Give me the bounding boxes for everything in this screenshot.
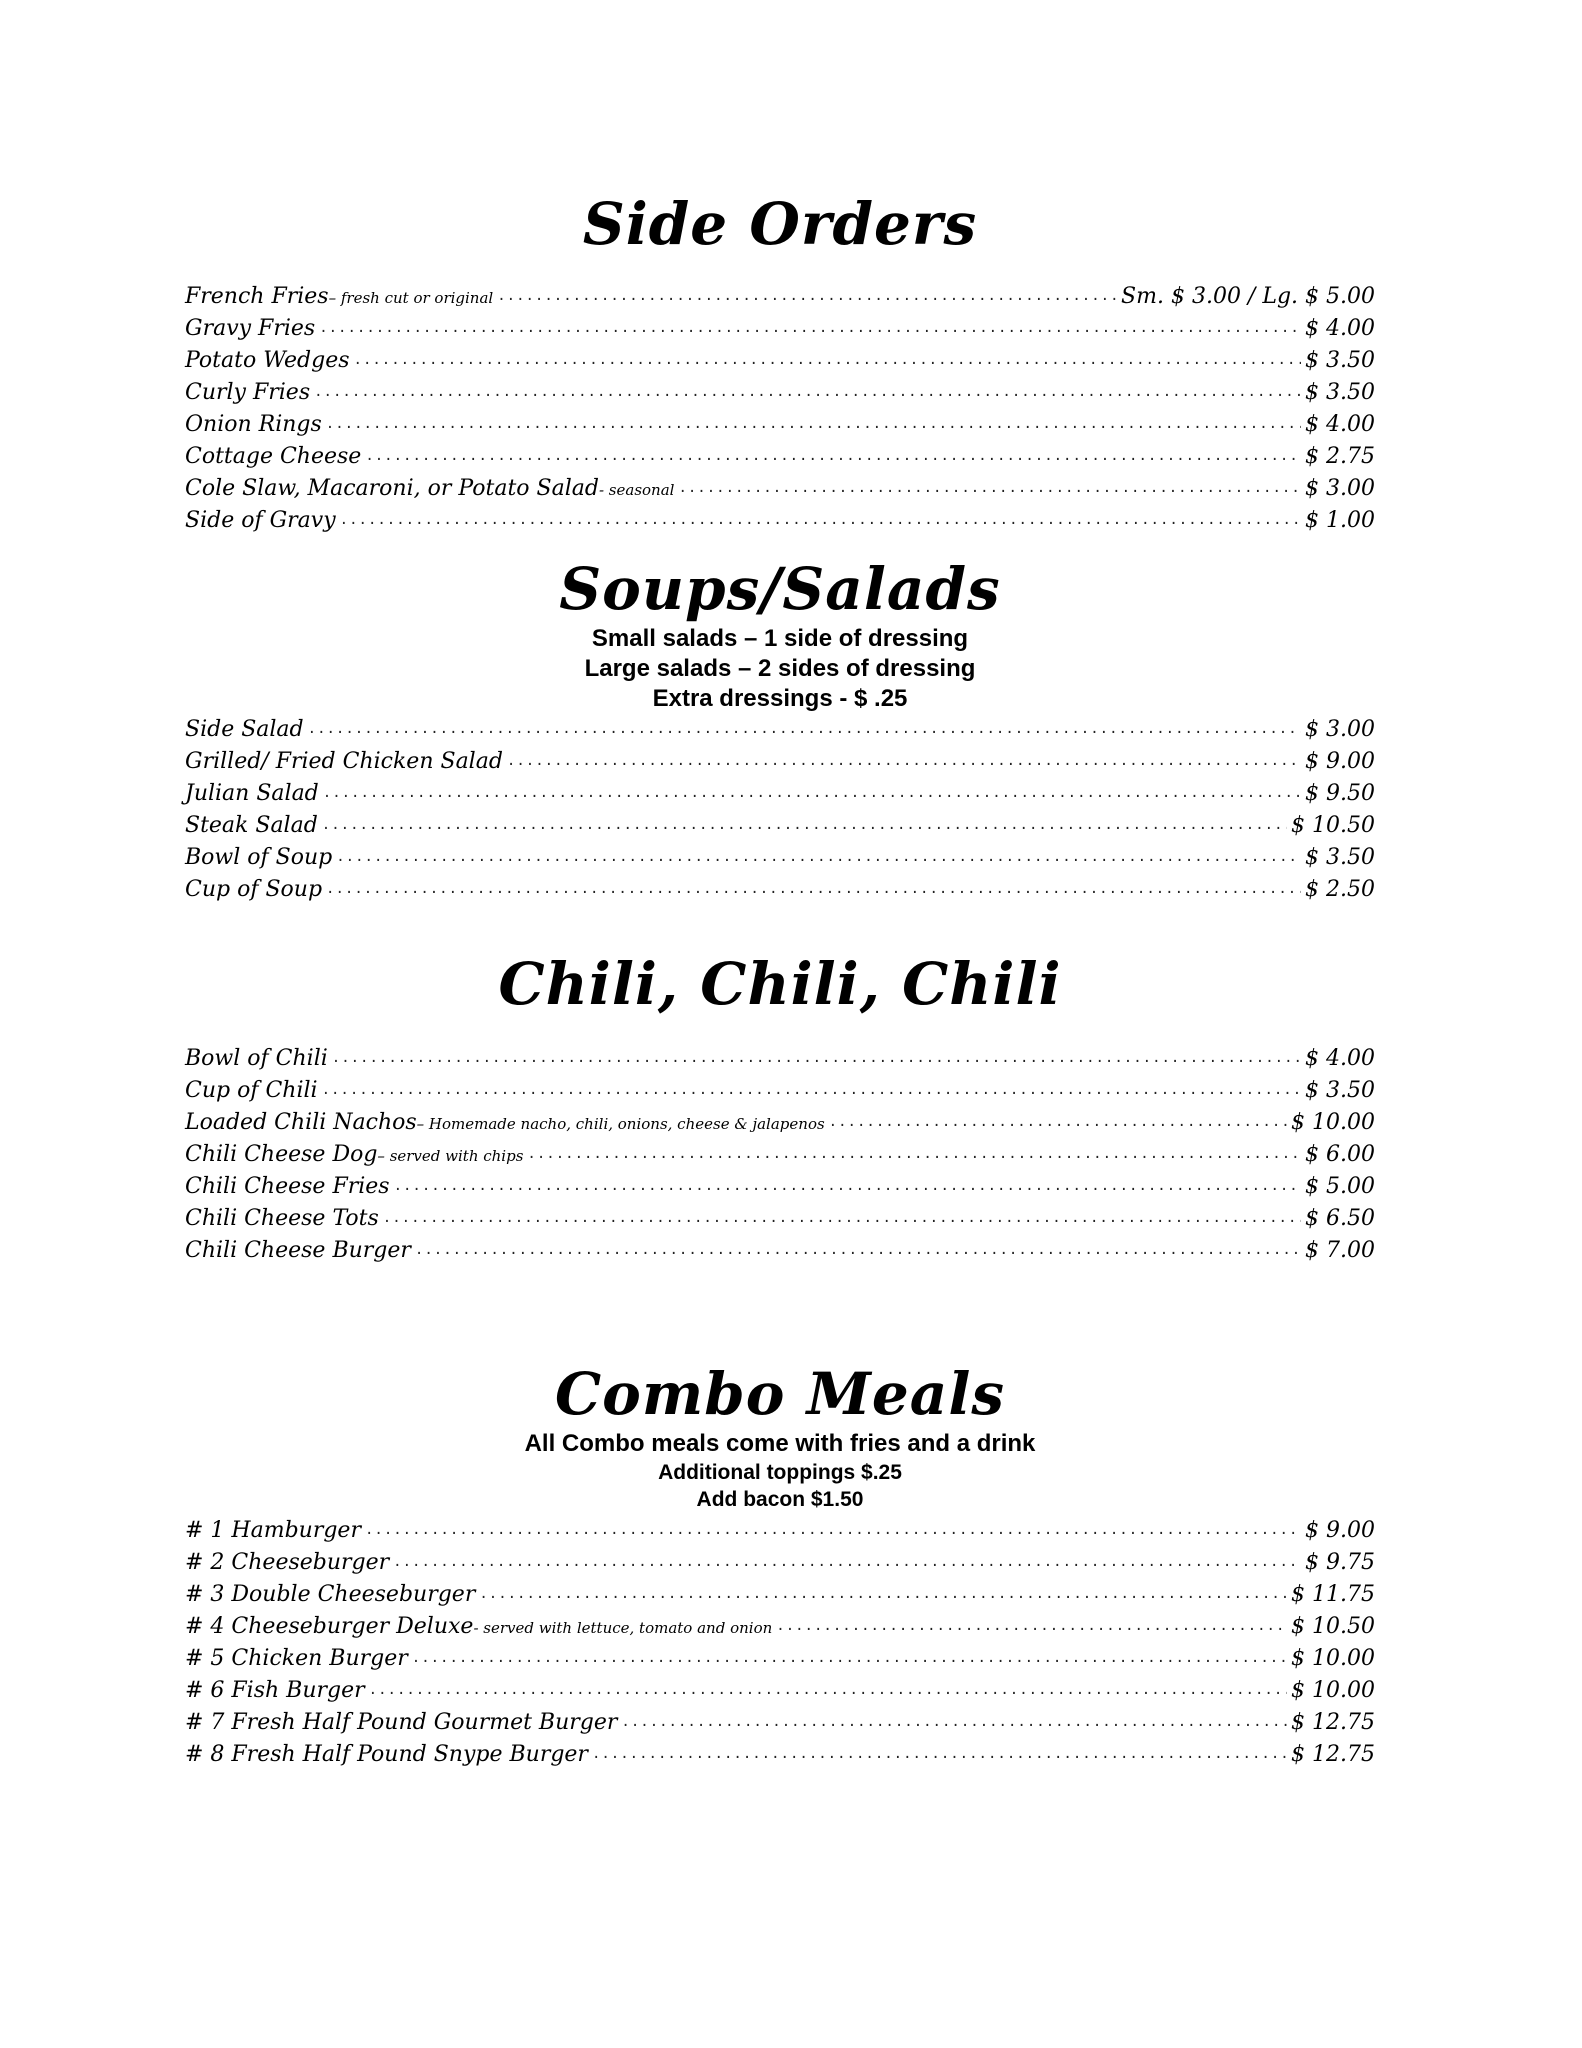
menu-item-row [185,345,1375,377]
menu-item-price: $ 6.50 [1305,1206,1375,1231]
menu-item-name: Cup of Soup [185,877,323,902]
section-notes [185,624,1375,714]
menu-item-name: Bowl of Soup [185,845,333,870]
menu-item-row [185,1171,1375,1203]
chili-list [185,1043,1375,1267]
menu-item-name: # 3 Double Cheeseburger [185,1582,476,1607]
menu-item-price: $ 6.00 [1305,1142,1375,1167]
menu-item-row [185,313,1375,345]
menu-item-price: $ 10.50 [1291,813,1375,838]
menu-item-name: Chili Cheese Fries [185,1174,390,1199]
note-line: All Combo meals come with fries and a drink [524,1430,1036,1457]
note-line: Large salads – 2 sides of dressing [584,655,976,682]
menu-item-name: Onion Rings [185,412,322,437]
menu-item-price: $ 3.50 [1305,380,1375,405]
dot-leader [365,1514,1301,1546]
menu-item-name: # 5 Chicken Burger [185,1646,408,1671]
menu-item-row [185,473,1375,505]
note-line: Small salads – 1 side of dressing [591,625,969,652]
menu-item-description: - served with lettuce, tomato and onion [473,1619,773,1637]
note-line: Extra dressings - $ .25 [652,685,908,712]
section-title: Side Orders [582,190,978,258]
dot-leader [497,280,1117,312]
side-orders-section [185,190,1375,537]
menu-item-description: – fresh cut or original [328,289,494,307]
menu-item-name: # 6 Fish Burger [185,1678,365,1703]
menu-item-price: $ 11.75 [1291,1582,1375,1607]
menu-item-row [185,409,1375,441]
combo-meals-section [185,1360,1375,1771]
menu-item-price: $ 10.00 [1291,1646,1375,1671]
dot-leader [369,1674,1287,1706]
dot-leader [319,312,1301,344]
dot-leader [332,1042,1301,1074]
menu-item-name: Curly Fries [185,380,311,405]
menu-item-price: $ 3.50 [1305,1078,1375,1103]
menu-item-price: $ 12.75 [1291,1710,1375,1735]
menu-item-name: Side Salad [185,717,304,742]
menu-item-name: # 2 Cheeseburger [185,1550,390,1575]
menu-item-name: Chili Cheese Dog [185,1142,378,1167]
soups-salads-list [185,714,1375,906]
menu-item-name: Bowl of Chili [185,1046,328,1071]
menu-item-price: $ 12.75 [1291,1742,1375,1767]
menu-item-price: $ 7.00 [1305,1238,1375,1263]
menu-item-row [185,1139,1375,1171]
menu-item-price: $ 10.00 [1291,1110,1375,1135]
menu-item-price: $ 3.50 [1305,845,1375,870]
section-title: Soups/Salads [559,555,1001,623]
dot-leader [412,1642,1287,1674]
menu-item-description: – Homemade nacho, chili, onions, cheese & jalapenos [416,1115,825,1133]
menu-item-row [185,1739,1375,1771]
dot-leader [829,1106,1287,1138]
menu-item-row [185,1675,1375,1707]
menu-item-description: - seasonal [598,481,675,499]
menu-item-name: Loaded Chili Nachos [185,1110,417,1135]
menu-item-row [185,1203,1375,1235]
menu-item-row [185,1547,1375,1579]
menu-item-name: # 8 Fresh Half Pound Snype Burger [185,1742,588,1767]
menu-item-row [185,1043,1375,1075]
menu-item-row [185,714,1375,746]
menu-item-row [185,377,1375,409]
menu-item-name: Cole Slaw, Macaroni, or Potato Salad [185,476,599,501]
note-line: Additional toppings $.25 [658,1461,902,1484]
section-notes [185,1429,1375,1513]
menu-item-price: $ 4.00 [1305,412,1375,437]
dot-leader [314,376,1301,408]
dot-leader [527,1138,1301,1170]
menu-item-price: $ 9.50 [1305,781,1375,806]
menu-item-price: $ 10.50 [1291,1614,1375,1639]
menu-item-price: $ 9.00 [1305,1518,1375,1543]
menu-item-price: $ 10.00 [1291,1678,1375,1703]
menu-item-name: Gravy Fries [185,316,316,341]
menu-item-row [185,1515,1375,1547]
menu-item-row [185,441,1375,473]
menu-item-row [185,505,1375,537]
menu-item-price: Sm. $ 3.00 / Lg. $ 5.00 [1121,284,1375,309]
menu-item-row [185,1579,1375,1611]
dot-leader [383,1202,1301,1234]
menu-item-name: Cottage Cheese [185,444,362,469]
dot-leader [678,472,1301,504]
dot-leader [479,1578,1287,1610]
menu-item-price: $ 2.50 [1305,877,1375,902]
menu-item-row [185,1107,1375,1139]
menu-item-row [185,874,1375,906]
dot-leader [592,1738,1287,1770]
chili-section [185,950,1375,1267]
dot-leader [322,1074,1301,1106]
dot-leader [365,440,1301,472]
menu-item-name: Chili Cheese Tots [185,1206,379,1231]
menu-item-name: Potato Wedges [185,348,350,373]
menu-item-row [185,778,1375,810]
section-title: Chili, Chili, Chili [498,950,1062,1018]
menu-item-row [185,281,1375,313]
menu-item-name: Steak Salad [185,813,318,838]
dot-leader [336,841,1301,873]
menu-item-row [185,1643,1375,1675]
dot-leader [326,873,1301,905]
menu-item-price: $ 9.75 [1305,1550,1375,1575]
menu-item-name: # 4 Cheeseburger Deluxe [185,1614,474,1639]
dot-leader [326,408,1301,440]
menu-item-price: $ 1.00 [1305,508,1375,533]
menu-item-price: $ 3.50 [1305,348,1375,373]
menu-item-price: $ 5.00 [1305,1174,1375,1199]
menu-item-price: $ 2.75 [1305,444,1375,469]
soups-salads-section [185,555,1375,906]
menu-item-row [185,1707,1375,1739]
menu-item-name: Grilled/ Fried Chicken Salad [185,749,503,774]
combo-meals-list [185,1515,1375,1771]
dot-leader [394,1170,1301,1202]
menu-item-price: $ 4.00 [1305,316,1375,341]
menu-item-name: # 1 Hamburger [185,1518,361,1543]
menu-item-row [185,1235,1375,1267]
dot-leader [322,809,1287,841]
menu-item-price: $ 3.00 [1305,476,1375,501]
dot-leader [776,1610,1287,1642]
menu-item-name: Chili Cheese Burger [185,1238,411,1263]
menu-item-name: Cup of Chili [185,1078,318,1103]
dot-leader [393,1546,1301,1578]
menu-item-price: $ 9.00 [1305,749,1375,774]
section-title: Combo Meals [554,1360,1006,1428]
side-orders-list [185,281,1375,537]
menu-item-price: $ 3.00 [1305,717,1375,742]
menu-item-name: Side of Gravy [185,508,336,533]
menu-item-description: – served with chips [377,1147,524,1165]
dot-leader [323,777,1301,809]
menu-item-row [185,1075,1375,1107]
dot-leader [415,1234,1301,1266]
note-line: Add bacon $1.50 [696,1488,864,1511]
menu-item-name: Julian Salad [185,781,319,806]
dot-leader [507,745,1301,777]
dot-leader [354,344,1302,376]
dot-leader [308,713,1301,745]
menu-item-price: $ 4.00 [1305,1046,1375,1071]
menu-item-row [185,1611,1375,1643]
menu-item-row [185,746,1375,778]
menu-item-row [185,842,1375,874]
menu-item-name: French Fries [185,284,329,309]
dot-leader [621,1706,1287,1738]
dot-leader [340,504,1301,536]
menu-item-row [185,810,1375,842]
menu-item-name: # 7 Fresh Half Pound Gourmet Burger [185,1710,618,1735]
